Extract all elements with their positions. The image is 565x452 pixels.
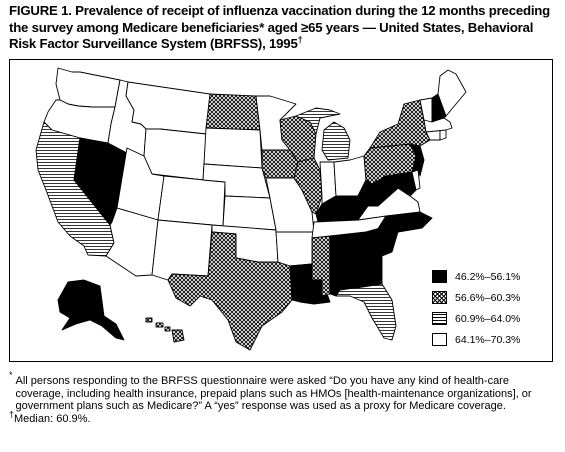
legend-item xyxy=(432,266,550,287)
state-WA xyxy=(56,68,120,107)
footnote-medicare xyxy=(9,370,557,413)
state-AR xyxy=(276,232,314,266)
legend-label: 60.9%–64.0% xyxy=(455,312,521,325)
legend-swatch-crosshatch xyxy=(432,291,447,304)
state-HI xyxy=(146,318,184,342)
footnote-dagger-text: Median: 60.9%. xyxy=(14,412,91,425)
state-FL xyxy=(336,284,396,340)
state-CO xyxy=(158,176,225,226)
state-NM xyxy=(152,220,212,280)
footnote-star-mark: * xyxy=(9,370,13,380)
state-AK xyxy=(58,280,124,340)
state-WY xyxy=(144,129,206,180)
legend-swatch-horizontal xyxy=(432,312,447,325)
state-RI xyxy=(440,130,446,140)
figure-title-text: FIGURE 1. Prevalence of receipt of influenza vaccination during the 12 months preceding the survey among Medicare beneficiaries* aged ≥65 years — United States, Behavioral Risk Factor Surveillance System (BRFSS), 1995 xyxy=(9,3,550,51)
title-dagger-mark: † xyxy=(297,34,303,45)
footnote-dagger-mark: † xyxy=(9,409,15,420)
state-KS xyxy=(223,196,276,230)
state-AZ xyxy=(106,208,158,276)
footnote-median xyxy=(9,409,557,426)
map-legend xyxy=(432,266,550,350)
state-SD xyxy=(204,128,262,168)
state-ND xyxy=(206,94,260,130)
legend-label: 64.1%–70.3% xyxy=(455,333,521,346)
legend-label: 46.2%–56.1% xyxy=(455,270,521,283)
legend-item xyxy=(432,308,550,329)
footnote-star-text: All persons responding to the BRFSS questionnaire were asked “Do you have any kind of health-care coverage, including health insurance, prepaid plans such as HMOs [health-maintenance organizations], or government plans such as Medicare?” A “yes” response was used as a proxy for Medicare coverage. xyxy=(15,375,532,413)
legend-item xyxy=(432,329,550,350)
legend-swatch-white xyxy=(432,333,447,346)
legend-item xyxy=(432,287,550,308)
legend-swatch-dark xyxy=(432,270,447,283)
legend-label: 56.6%–60.3% xyxy=(455,291,521,304)
footnotes xyxy=(9,370,557,425)
